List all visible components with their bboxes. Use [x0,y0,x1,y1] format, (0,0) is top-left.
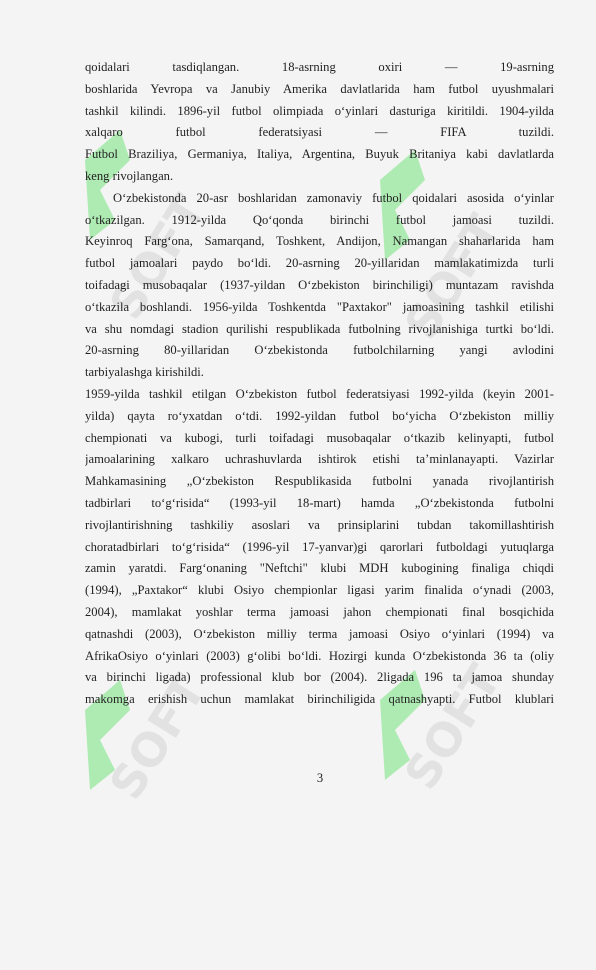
text-line: makomga erishish uchun mamlakat birinchiligida qatnashyapti. Futbol klublari [85,692,554,707]
text-line: Futbol Braziliya, Germaniya, Italiya, Argentina, Buyuk Britaniya kabi davlatlarda [85,147,554,162]
text-line: qatnashdi (2003), O‘zbekiston milliy terma jamoasi Osiyo o‘yinlari (1994) va [85,626,554,641]
body-text [85,57,554,711]
watermark-left-bottom [70,665,217,970]
text-line: futbol jamoalari paydo bo‘ldi. 20-asrning 20-yillaridan mamlakatimizda turli [85,256,554,271]
text-line: 1959-yilda tashkil etilgan O‘zbekiston futbol federatsiyasi 1992-yilda (keyin 2001- [85,386,554,401]
watermark-text: SOFT [393,655,512,799]
text-line: O‘zbekistonda 20-asr boshlaridan zamonaviy futbol qoidalari asosida o‘yinlar [113,190,554,205]
text-line: Keyinroq Farg‘ona, Samarqand, Toshkent, Andijon, Namangan shaharlarida ham [85,234,554,249]
text-line: 2004), mamlakat yoshlar terma jamoasi jahon chempionati final bosqichida [85,604,554,619]
watermark-text: SOFT [98,665,217,809]
text-line: keng rivojlangan. [85,168,174,183]
watermark-text: SOFT [98,185,217,329]
text-line: o‘tkazila boshlandi. 1956-yilda Toshkentda "Paxtakor" jamoasining tashkil etilishi [85,299,554,314]
text-line: qoidalari tasdiqlangan. 18-asrning oxiri — 19-asrning [85,60,554,74]
text-line: toifadagi musobaqalar (1937-yildan O‘zbekiston birinchiligi) muntazam ravishda [85,277,554,292]
text-line: jamoalarining xalkaro uchrashuvlarda ishtirok etishi ta’minlanayapti. Vazirlar [85,452,554,467]
text-line: AfrikaOsiyo o‘yinlari (2003) g‘olibi bo‘ldi. Hozirgi kunda O‘zbekistonda 36 ta (oliy [85,648,554,663]
text-line: o‘tkazilgan. 1912-yilda Qo‘qonda birinchi futbol jamoasi tuzildi. [85,212,554,227]
text-line: va birinchi ligada) professional klub bor (2004). 2ligada 196 ta jamoa shunday [85,670,554,685]
text-line: choratadbirlari to‘g‘risida“ (1996-yil 17-yanvar)gi qarorlari futboldagi yutuqlarga [85,539,554,554]
text-line: 20-asrning 80-yillaridan O‘zbekistonda futbolchilarning yangi avlodini [85,343,554,358]
text-line: (1994), „Paxtakor“ klubi Osiyo chempionlar ligasi yarim finalida o‘ynadi (2003, [85,583,554,598]
text-line: va shu nomdagi stadion qurilishi respublikada futbolning rivojlanishiga turtki bo‘ldi. [85,321,554,336]
text-line: tadbirlari to‘g‘risida“ (1993-yil 18-mart) hamda „O‘zbekistonda futbolni [85,495,554,510]
text-line: chempionati va kubogi, turli toifadagi musobaqalar o‘tkazib kelinyapti, futbol [85,430,554,445]
text-line: boshlarida Yevropa va Janubiy Amerika davlatlarida ham futbol uyushmalari [85,81,554,96]
text-line: xalqaro futbol federatsiyasi — FIFA tuzildi. [85,125,554,140]
watermark-text: SOFT [393,205,512,349]
text-line: tashkil kilindi. 1896-yil futbol olimpiada o‘yinlari dasturiga kiritildi. 1904-yilda [85,103,554,118]
text-line: tarbiyalashga kirishildi. [85,365,204,380]
text-line: rivojlantirishning tashkiliy asoslari va prinsiplarini tubdan takomillashtirish [85,517,554,532]
text-line: zamin yaratdi. Farg‘onaning "Neftchi" klubi MDH kubogining finaliga chiqdi [85,561,554,576]
text-line: Mahkamasining „O‘zbekiston Respublikasida futbolni yanada rivojlantirish [85,474,554,489]
page-number: 3 [316,771,324,785]
text-line: yilda) qayta ro‘yxatdan o‘tdi. 1992-yildan futbol bo‘yicha O‘zbekiston milliy [85,408,554,423]
